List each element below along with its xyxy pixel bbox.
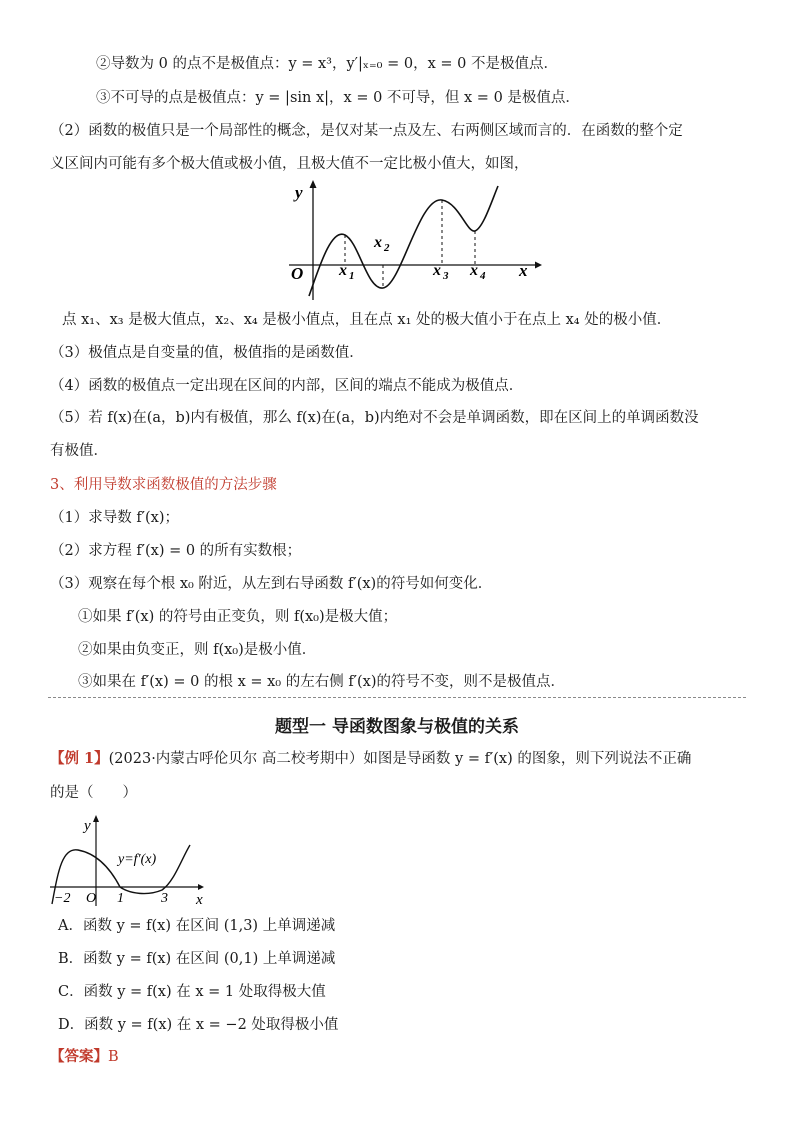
example-text-a: (2023·内蒙古呼伦贝尔 高二校考期中）如图是导函数 y = f′(x) 的图象，则下列说法不正确 xyxy=(108,751,692,767)
para-5b: 有极值． xyxy=(50,443,108,459)
origin-label: O xyxy=(291,264,304,283)
x3-label: x xyxy=(433,262,441,279)
x2-sub: 2 xyxy=(384,242,390,254)
answer-tag: 【答案】 xyxy=(50,1048,108,1065)
tick-1: 1 xyxy=(117,891,124,906)
x4-label: x xyxy=(470,262,478,279)
x3-sub: 3 xyxy=(443,270,449,282)
para-4: （4）函数的极值点一定出现在区间的内部，区间的端点不能成为极值点． xyxy=(50,378,524,394)
note-2: ②导数为 0 的点不是极值点：y = x³，y′|ₓ₌₀ = 0，x = 0 不是极值点． xyxy=(96,56,558,72)
note-3: ③不可导的点是极值点：y = |sin x|，x = 0 不可导，但 x = 0 是极值点． xyxy=(96,90,580,106)
option-d[interactable]: D．函数 y = f(x) 在 x = −2 处取得极小值 xyxy=(58,1017,339,1033)
axis-y-label-2: y xyxy=(84,818,91,834)
points-note: 点 x₁、x₃ 是极大值点，x₂、x₄ 是极小值点，且在点 x₁ 处的极大值小于在点上 x₄ 处的极小值． xyxy=(62,312,672,328)
example-line-2: 的是（ ） xyxy=(50,785,137,801)
step-3a: ①如果 f′(x) 的符号由正变负，则 f(x₀)是极大值； xyxy=(78,609,398,625)
para-2b: 义区间内可能有多个极大值或极小值，且极大值不一定比极小值大，如图， xyxy=(50,156,529,172)
extrema-graph xyxy=(285,178,545,302)
step-1: （1）求导数 f′(x)； xyxy=(50,510,179,526)
para-3: （3）极值点是自变量的值，极值指的是函数值． xyxy=(50,345,364,361)
x1-label: x xyxy=(339,262,347,279)
option-c[interactable]: C．函数 y = f(x) 在 x = 1 处取得极大值 xyxy=(58,984,326,1000)
section-3-title: 3、利用导数求函数极值的方法步骤 xyxy=(50,477,277,493)
origin-label-2: O xyxy=(86,891,97,906)
axis-y-label: y xyxy=(295,183,303,202)
derivative-graph xyxy=(48,812,208,908)
option-b[interactable]: B．函数 y = f(x) 在区间 (0,1) 上单调递减 xyxy=(58,951,336,967)
tick-3: 3 xyxy=(161,891,168,906)
para-5a: （5）若 f(x)在(a，b)内有极值，那么 f(x)在(a，b)内绝对不会是单调函数，即在区间上的单调函数没 xyxy=(50,410,699,426)
x1-sub: 1 xyxy=(349,270,355,282)
example-line-1 xyxy=(50,749,691,769)
topic-heading: 题型一 导函数图象与极值的关系 xyxy=(275,717,519,737)
axis-x-label-2: x xyxy=(196,892,203,908)
step-3b: ②如果由负变正，则 f(x₀)是极小值． xyxy=(78,642,317,658)
step-2: （2）求方程 f′(x) = 0 的所有实数根； xyxy=(50,543,302,559)
para-2a: （2）函数的极值只是一个局部性的概念，是仅对某一点及左、右两侧区域而言的．在函数的整个定 xyxy=(50,123,683,139)
example-tag: 【例 1】 xyxy=(50,750,109,767)
axis-x-label: x xyxy=(519,261,528,280)
step-3c: ③如果在 f′(x) = 0 的根 x = x₀ 的左右侧 f′(x)的符号不变，则不是极值点． xyxy=(78,674,565,690)
x2-label: x xyxy=(374,234,382,251)
answer-line xyxy=(50,1047,119,1067)
answer-value: B xyxy=(108,1049,119,1065)
x4-sub: 4 xyxy=(480,270,486,282)
step-3: （3）观察在每个根 x₀ 附近，从左到右导函数 f′(x)的符号如何变化． xyxy=(50,576,493,592)
function-label: y=f′(x) xyxy=(118,852,157,867)
tick-neg2: −2 xyxy=(54,891,71,906)
section-divider xyxy=(48,697,746,698)
option-a[interactable]: A．函数 y = f(x) 在区间 (1,3) 上单调递减 xyxy=(58,918,336,934)
